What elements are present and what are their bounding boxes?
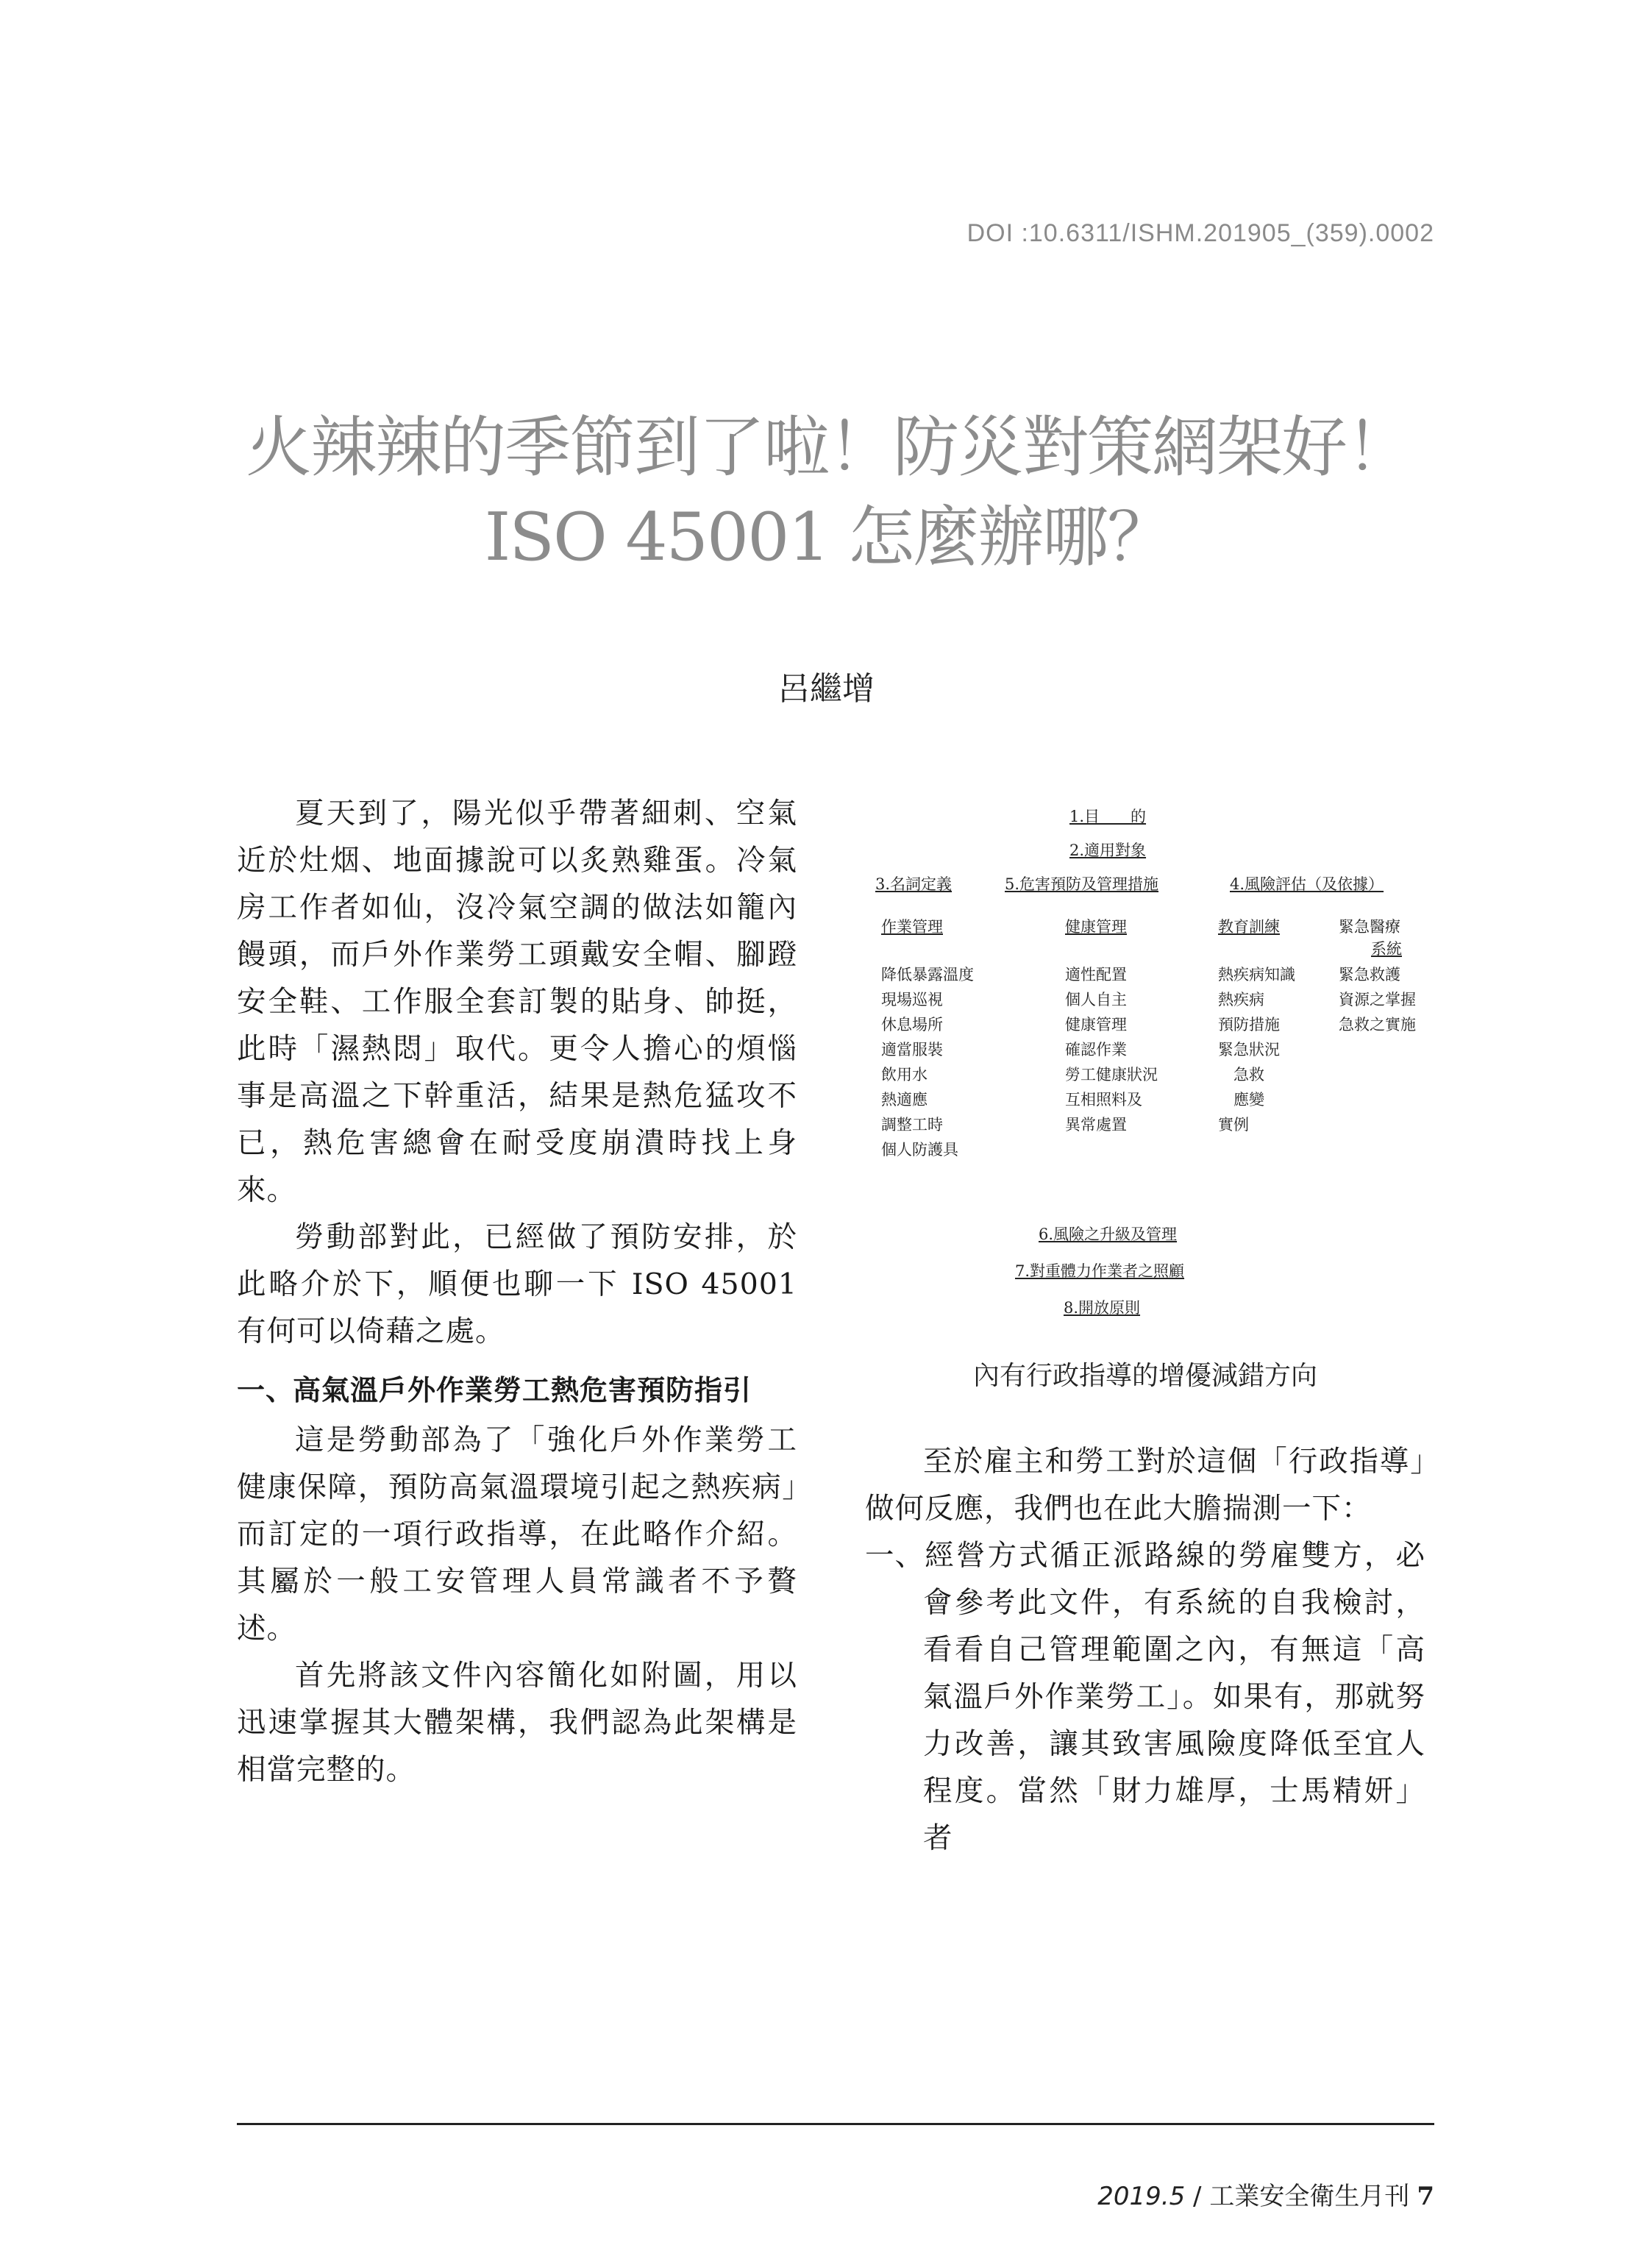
author-name: 呂繼增 (777, 670, 875, 708)
figure-item-risk-assessment: 4.風險評估（及依據） (1230, 875, 1384, 893)
figure-list-item: 勞工健康狀況 (1065, 1066, 1158, 1084)
framework-figure (875, 802, 1442, 1331)
figure-list-item: 互相照料及 (1065, 1091, 1142, 1109)
figure-item-scope: 2.適用對象 (1069, 842, 1147, 859)
figure-column-header: 作業管理 (881, 918, 943, 936)
list-item (865, 1532, 1425, 1862)
figure-caption: 內有行政指導的增優減錯方向 (972, 1361, 1317, 1391)
figure-list-item: 急救 (1218, 1066, 1264, 1084)
figure-item-heavy-workers: 7.對重體力作業者之照顧 (1015, 1262, 1185, 1280)
paragraph: 夏天到了，陽光似乎帶著細刺、空氣近於灶烟、地面據說可以炙熟雞蛋。冷氣房工作者如仙，沒冷氣空調的做法如籠內饅頭，而戶外作業勞工頭戴安全帽、腳蹬安全鞋、工作服全套訂製的貼身、帥挺，此時「濕熱悶」取代。更令人擔心的煩惱事是高溫之下幹重活，結果是熱危猛攻不已，熱危害總會在耐受度崩潰時找上身來。 (237, 797, 797, 1207)
figure-list-item: 健康管理 (1065, 1016, 1127, 1034)
paragraph: 首先將該文件內容簡化如附圖，用以迅速掌握其大體架構，我們認為此架構是相當完整的。 (237, 1659, 797, 1787)
figure-item-risk-escalation: 6.風險之升級及管理 (1039, 1225, 1178, 1243)
page-number: 7 (1417, 2182, 1434, 2211)
figure-list-item: 休息場所 (881, 1016, 943, 1034)
figure-list-item: 應變 (1218, 1091, 1264, 1109)
page-footer (1097, 2176, 1434, 2212)
figure-item-purpose: 1.目 的 (1069, 808, 1147, 825)
footer-rule (237, 2123, 1434, 2125)
footer-separator: / (1185, 2182, 1210, 2211)
left-column (237, 790, 797, 1793)
issue-date: 2019.5 (1097, 2182, 1186, 2211)
list-marker: 一、 (865, 1539, 925, 1573)
right-column (865, 1438, 1425, 1862)
figure-list-item: 熱適應 (881, 1091, 928, 1109)
figure-list-item: 熱疾病知識 (1218, 966, 1295, 983)
list-item-text: 經營方式循正派路線的勞雇雙方，必會參考此文件，有系統的自我檢討，看看自己管理範圍之內，有無這「高氣溫戶外作業勞工」。如果有，那就努力改善，讓其致害風險度降低至宜人程度。當然「財力雄厚，士馬精妍」者 (923, 1539, 1425, 1855)
title-line-1: 火辣辣的季節到了啦！防災對策網架好！ (246, 409, 1411, 486)
figure-list-item: 適性配置 (1065, 966, 1127, 983)
figure-list-item: 緊急救護 (1339, 966, 1400, 983)
figure-list-item: 熱疾病 (1218, 991, 1264, 1008)
paragraph: 勞動部對此，已經做了預防安排，於此略介於下，順便也聊一下 ISO 45001 有何可以倚藉之處。 (237, 1220, 797, 1348)
figure-column-header: 緊急醫療 (1339, 918, 1400, 936)
figure-column-header: 健康管理 (1065, 918, 1127, 936)
figure-list-item: 降低暴露溫度 (881, 966, 974, 983)
figure-item-prevention: 5.危害預防及管理措施 (1005, 875, 1159, 893)
figure-list-item: 異常處置 (1065, 1116, 1127, 1134)
title-line-2: ISO 45001 怎麼辦哪？ (484, 499, 1172, 576)
figure-list-item: 預防措施 (1218, 1016, 1280, 1034)
figure-list-item: 緊急狀況 (1218, 1041, 1280, 1059)
figure-list-item: 飲用水 (881, 1066, 928, 1084)
figure-list-item: 現場巡視 (881, 991, 943, 1008)
article-title (221, 403, 1436, 583)
figure-item-openness: 8.開放原則 (1064, 1299, 1141, 1317)
figure-list-item: 個人自主 (1065, 991, 1127, 1008)
paragraph: 這是勞動部為了「強化戶外作業勞工健康保障，預防高氣溫環境引起之熱疾病」而訂定的一項行政指導，在此略作介紹。其屬於一般工安管理人員常識者不予贅述。 (237, 1423, 797, 1646)
figure-list-item: 實例 (1218, 1116, 1249, 1134)
figure-list-item: 急救之實施 (1339, 1016, 1416, 1034)
figure-list-item: 適當服裝 (881, 1041, 943, 1059)
doi-label: DOI :10.6311/ISHM.201905_(359).0002 (966, 219, 1434, 247)
heading-text: 高氣溫戶外作業勞工熱危害預防指引 (293, 1374, 752, 1406)
paragraph: 至於雇主和勞工對於這個「行政指導」做何反應，我們也在此大膽揣測一下： (865, 1445, 1425, 1526)
figure-list-item: 個人防護具 (881, 1141, 958, 1159)
figure-column-header: 系統 (1371, 940, 1402, 958)
figure-column-header: 教育訓練 (1218, 918, 1280, 936)
section-heading (237, 1367, 797, 1414)
figure-list-item: 確認作業 (1065, 1041, 1127, 1059)
journal-name: 工業安全衛生月刊 (1209, 2182, 1410, 2211)
heading-marker: 一、 (237, 1374, 295, 1406)
figure-list-item: 調整工時 (881, 1116, 943, 1134)
figure-item-definitions: 3.名詞定義 (875, 875, 953, 893)
figure-list-item: 資源之掌握 (1339, 991, 1416, 1008)
